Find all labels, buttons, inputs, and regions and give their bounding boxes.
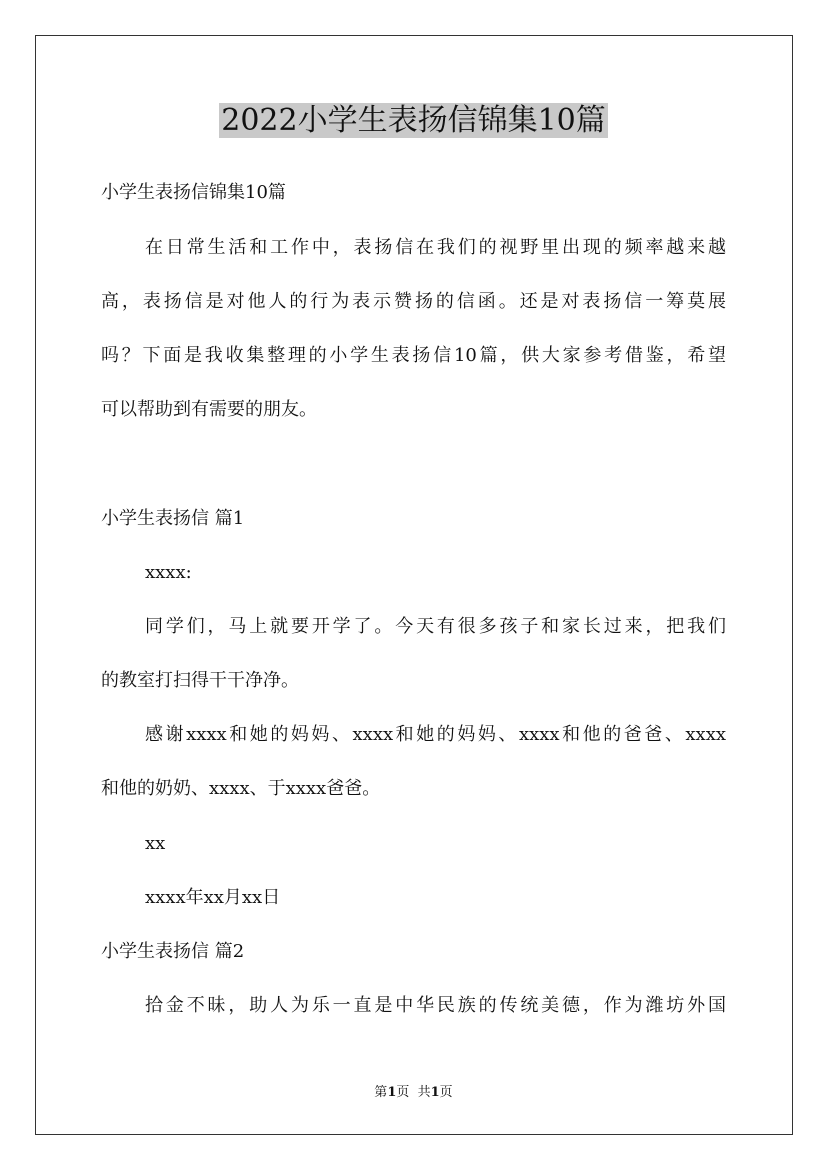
intro-line-1: 在日常生活和工作中，表扬信在我们的视野里出现的频率越来越	[145, 237, 726, 258]
section-1-para-2-line-1: 感谢xxxx和她的妈妈、xxxx和她的妈妈、xxxx和他的爸爸、xxxx	[145, 724, 726, 745]
intro-line-4: 可以帮助到有需要的朋友。	[101, 399, 317, 420]
section-1-heading: 小学生表扬信 篇1	[101, 508, 245, 529]
intro-line-2: 高，表扬信是对他人的行为表示赞扬的信函。还是对表扬信一筹莫展	[101, 291, 726, 312]
page-footer	[0, 1084, 827, 1102]
section-1-para-1-line-1: 同学们，马上就要开学了。今天有很多孩子和家长过来，把我们	[145, 616, 726, 637]
section-2-heading: 小学生表扬信 篇2	[101, 941, 245, 962]
document-title	[0, 100, 827, 142]
subtitle: 小学生表扬信锦集10篇	[101, 182, 286, 203]
section-2-para-1-line-1: 拾金不昧，助人为乐一直是中华民族的传统美德，作为潍坊外国	[145, 995, 726, 1016]
section-1-para-1-line-2: 的教室打扫得干干净净。	[101, 670, 299, 691]
section-1-signature: xx	[145, 833, 166, 854]
document-title-text: 2022小学生表扬信锦集10篇	[221, 103, 606, 138]
section-1-salutation: xxxx:	[145, 562, 192, 583]
footer-suffix: 页	[439, 1085, 453, 1100]
section-1-date: xxxx年xx月xx日	[145, 887, 281, 908]
footer-page-number: 1	[387, 1085, 397, 1100]
section-1-para-2-line-2: 和他的奶奶、xxxx、于xxxx爸爸。	[101, 778, 381, 799]
footer-total-pages: 1	[430, 1085, 440, 1100]
footer-prefix: 第	[374, 1085, 388, 1100]
intro-line-3: 吗？下面是我收集整理的小学生表扬信10篇，供大家参考借鉴，希望	[101, 345, 726, 366]
footer-mid: 页 共	[396, 1085, 431, 1100]
